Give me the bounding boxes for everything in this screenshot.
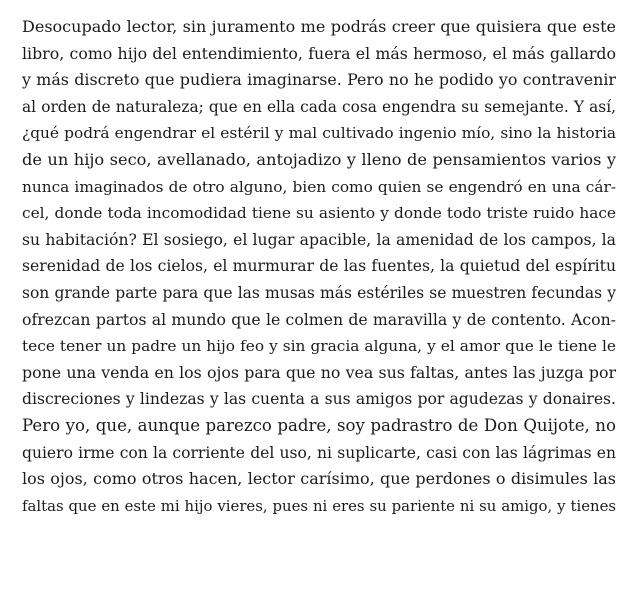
text-line: libro, como hijo del entendimiento, fuera el más hermoso, el más gallardo [22,43,616,63]
text-line: ¿qué podrá engendrar el estéril y mal cultivado ingenio mío, sino la historia [22,124,616,143]
text-line: ofrezcan partos al mundo que le colmen de maravilla y de contento. Acon- [22,309,616,329]
text-line: discreciones y lindezas y las cuenta a sus amigos por agudezas y donaires. [22,390,616,409]
body-paragraph [22,14,616,519]
text-line: cel, donde toda incomodidad tiene su asiento y donde todo triste ruido hace [22,204,616,223]
text-line: serenidad de los cielos, el murmurar de las fuentes, la quietud del espíritu [22,257,616,276]
text-line: Pero yo, que, aunque parezco padre, soy padrastro de Don Quijote, no [22,415,616,435]
text-line: quiero irme con la corriente del uso, ni suplicarte, casi con las lágrimas en [22,443,616,462]
text-line: pone una venda en los ojos para que no vea sus faltas, antes las juzga por [22,362,616,382]
text-line: tece tener un padre un hijo feo y sin gracia alguna, y el amor que le tiene le [22,337,616,356]
text-line: al orden de naturaleza; que en ella cada cosa engendra su semejante. Y así, [22,97,616,116]
text-line: nunca imaginados de otro alguno, bien como quien se engendró en una cár- [22,177,616,196]
text-line: de un hijo seco, avellanado, antojadizo y lleno de pensamientos varios y [22,149,616,169]
text-line: Desocupado lector, sin juramento me podrás creer que quisiera que este [22,17,616,36]
text-line: los ojos, como otros hacen, lector carísimo, que perdones o disimules las [22,469,616,489]
text-line: y más discreto que pudiera imaginarse. Pero no he podido yo contravenir [22,70,616,90]
text-line: su habitación? El sosiego, el lugar apacible, la amenidad de los campos, la [22,229,616,249]
text-line: son grande parte para que las musas más estériles se muestren fecundas y [22,283,616,302]
text-line: faltas que en este mi hijo vieres, pues ni eres su pariente ni su amigo, y tienes [22,496,616,515]
